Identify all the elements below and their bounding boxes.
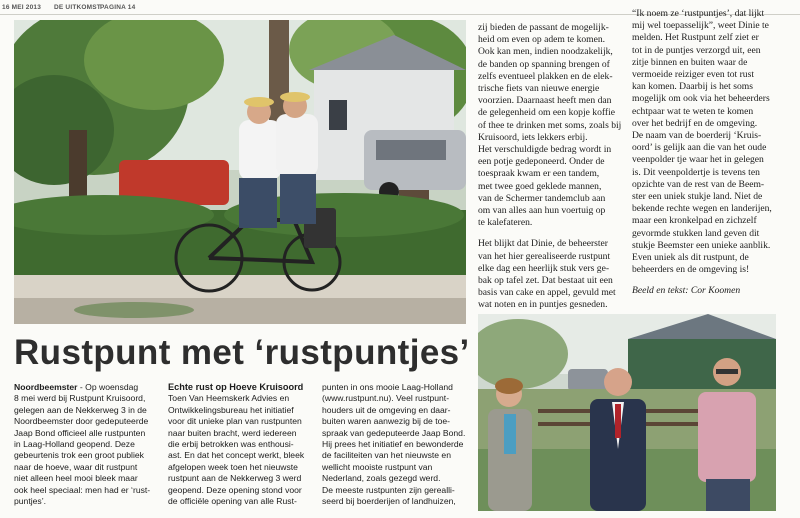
bottom-col-1-line: ook heel speciaal: men had er ‘rust- [14, 484, 151, 495]
col_right_1b-line: bak op tafel zet. Dat bestaat uit een [478, 275, 613, 287]
bottom_col_3-line: spraak van gedeputeerde Jaap Bond. [322, 427, 466, 438]
paragraph-right-1 [478, 22, 623, 229]
bottom-col-2-line: naar buiten bracht, werd iedereen [168, 427, 297, 438]
bottom-col-2-line: die erbij betrokken was enthousi- [168, 439, 294, 450]
col_right_1-line: een potje gedeponeerd. Onder de [478, 156, 605, 168]
continuation-paragraph [322, 382, 472, 507]
col_right_1-line: zelfs eventueel plakken en de elek- [478, 70, 613, 82]
bottom-col-2-line: ast. En dat het concept werkt, bleek [168, 450, 305, 461]
bottom-col-2-line: afgelopen week toen het nieuwste [168, 461, 298, 472]
col_right_1-line: de banden op spanning brengen of [478, 58, 610, 70]
col_right_1b-line: basis van cake en appel, gevuld met [478, 287, 616, 299]
col_right_2-line: tot in de puntjes verzorgd uit, een [632, 44, 761, 56]
col_right_2-line: Even uniek als dit rustpunt, de [632, 252, 749, 264]
bottom_col_3-line: seerd bij boerderijen of landhuizen, [322, 496, 456, 507]
bottom-col-1-line: 8 mei werd bij Rustpunt Kruisoord, [14, 393, 146, 404]
photo-opening-guests [478, 314, 776, 511]
bottom-col-2-line: Ontwikkelingsbureau het initiatief [168, 404, 294, 415]
col_right_2-line: bekende rechte wegen en landerijen, [632, 203, 772, 215]
col_right_1-line: te kalefateren. [478, 217, 533, 229]
col_right_1b-line: van het hier gerealiseerde rustpunt [478, 250, 611, 262]
col_right_1-line: toespraak kwam er een tandem, [478, 168, 600, 180]
bottom-col-1-line: puntjes’. [14, 496, 47, 507]
col_right_2-line: kan komen. Daarbij is het soms [632, 81, 753, 93]
article-headline: Rustpunt met ‘rustpuntjes’ [14, 333, 470, 372]
article-column-bottom-3 [322, 382, 472, 507]
paragraph-right-1b [478, 238, 623, 311]
subheading: Echte rust op Hoeve Kruisoord [168, 382, 304, 392]
col_right_1-line: Kruisoord, iets lekkers erbij. [478, 131, 588, 143]
col_right_2-line: beheerders en de omgeving is! [632, 264, 750, 276]
bottom-col-1-line: in Laag-Holland geopend. Deze [14, 439, 135, 450]
col_right_2-line: stukje Beemster een unieke aanblik. [632, 239, 771, 251]
opening-photo-illustration [478, 314, 776, 511]
col_right_2-line: vermoeide reiziger even tot rust [632, 69, 755, 81]
article-column-bottom-2 [168, 382, 318, 507]
bottom-col-1-line: gebeurtenis trok een groot publiek [14, 450, 144, 461]
bottom-col-1-line: Jaap Bond officieel alle rustpunten [14, 427, 146, 438]
col_right_1b-line: wat noten en in puntjes gesneden. [478, 299, 608, 311]
bottom-col-1-line: naar de hoeve, waar dit rustpunt [14, 461, 138, 472]
photo-credit: Beeld en tekst: Cor Koomen [632, 285, 741, 297]
article-column-right-1 [478, 22, 623, 312]
col_right_1b-line: elke dag een heerlijk stuk vers ge- [478, 262, 610, 274]
page-number: PAGINA 14 [100, 4, 136, 11]
col_right_2-line: “Ik noem ze ‘rustpuntjes’, dat lijkt [632, 8, 765, 19]
newspaper-name: DE UITKOMST [54, 4, 101, 11]
tandem-photo-illustration [14, 20, 466, 324]
paragraph-right-2 [632, 8, 782, 276]
bottom_col_3-line: (www.rustpunt.nu). Veel rustpunt- [322, 393, 450, 404]
subheading-paragraph [168, 393, 318, 507]
col_right_2-line: echtpaar wat te weten te komen [632, 105, 754, 117]
bottom_col_3-line: houders uit de omgeving en daar- [322, 404, 451, 415]
bottom_col_3-line: punten in ons mooie Laag-Holland [322, 382, 453, 392]
bottom_col_3-line: de faciliteiten van het nieuwste en [322, 450, 451, 461]
bottom-col-2-line: Toen Van Heemskerk Advies en [168, 393, 290, 404]
bottom_col_3-line: De meeste rustpunten zijn gerealli- [322, 484, 455, 495]
bottom-col-1-line: gelegen aan de Nekkerweg 3 in de [14, 404, 147, 415]
col_right_2-line: opzichte van de rest van de Beem- [632, 178, 765, 190]
col_right_1b-line: Het blijkt dat Dinie, de beheerster [478, 238, 609, 250]
col_right_2-line: maar een kronkelpad en zichzelf [632, 215, 757, 227]
bottom-col-2-line: geopend. Deze opening stond voor [168, 484, 302, 495]
col_right_2-line: melden. Het Rustpunt zelf ziet er [632, 32, 759, 44]
col_right_2-line: zitje binnen en buiten waar de [632, 56, 748, 68]
col_right_1-line: Het verschuldigde bedrag wordt in [478, 144, 612, 156]
col_right_1-line: de gelegenheid om een kopje koffie [478, 107, 616, 119]
bottom-col-2-line: voor dit unieke plan van rustpunten [168, 416, 302, 427]
col_right_1-line: zij bieden de passant de mogelijk- [478, 22, 609, 33]
article-column-bottom-1 [14, 382, 164, 507]
bottom-col-2-line: de officiële opening van alle Rust- [168, 496, 297, 507]
col_right_1-line: of thee te drinken met soms, zoals bij [478, 119, 622, 131]
col_right_1-line: met twee goed geklede mannen, [478, 180, 602, 192]
bottom_col_3-line: wellicht mooiste rustpunt van [322, 461, 433, 472]
col_right_1-line: van de Schermer tandemclub aan [478, 192, 606, 204]
article-column-right-2 [632, 8, 782, 298]
col_right_2-line: De naam van de boerderij ‘Kruis- [632, 130, 762, 142]
col_right_1-line: trische fiets van nieuwe energie [478, 83, 600, 95]
dateline: Noordbeemster [14, 382, 78, 392]
col_right_2-line: mogelijk om ook via het beheerders [632, 93, 770, 105]
col_right_2-line: over het bedrijf en de omgeving. [632, 117, 758, 129]
col_right_1-line: voorzien. Daarnaast heeft men dan [478, 95, 612, 107]
col_right_2-line: oord’ is gelijk aan die van het oude [632, 142, 767, 154]
photo-tandem-cyclists [14, 20, 466, 324]
bottom-col-1-line: niet alleen heel mooi bleek maar [14, 473, 138, 484]
bottom_col_3-line: Hij prees het initiatief en bewonderde [322, 439, 464, 450]
col_right_2-line: ster een uniek stukje land. Niet de [632, 191, 763, 203]
col_right_1-line: heid om even op adem te komen. [478, 34, 606, 46]
col_right_2-line: veenpolder tje waar het in gelegen [632, 154, 764, 166]
col_right_1-line: om van alles aan hun voertuig op [478, 205, 606, 217]
bottom-col-2-line: rustpunt aan de Nekkerweg 3 werd [168, 473, 302, 484]
issue-date: 16 MEI 2013 [2, 4, 42, 11]
col_right_2-line: mij wel toepasselijk”, weet Dinie te [632, 20, 769, 32]
col_right_2-line: gevormde stukken land geven dit [632, 227, 760, 239]
bottom_col_3-line: Nederland, zoals gezegd werd. [322, 473, 441, 484]
col_right_1-line: Ook kan men, indien noodzakelijk, [478, 46, 613, 58]
col_right_2-line: is. Dit veenpoldertje is tevens ten [632, 166, 760, 178]
bottom_col_3-line: buiten waren aanwezig bij de toe- [322, 416, 451, 427]
intro-paragraph [14, 393, 164, 507]
intro-first-line: - Op woensdag [77, 382, 139, 392]
bottom-col-1-line: Noordbeemster door gedeputeerde [14, 416, 149, 427]
